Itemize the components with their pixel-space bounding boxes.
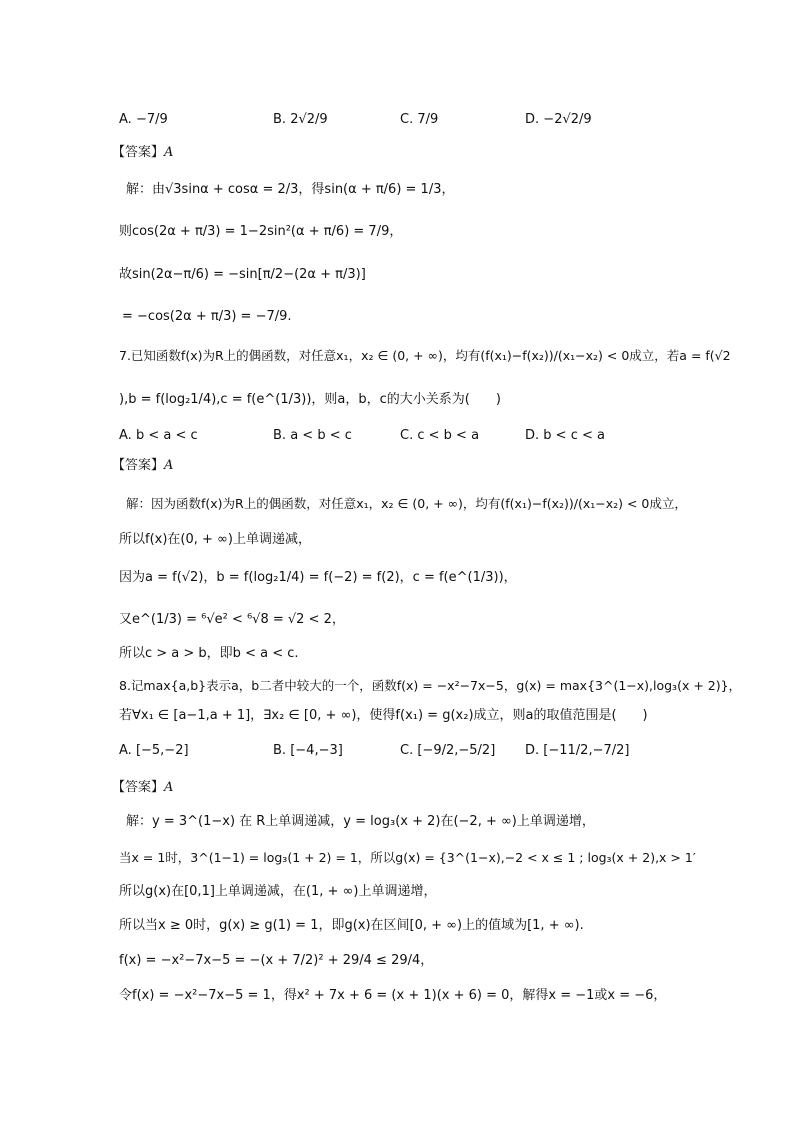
- q6-option-b: B. 2√2/9: [273, 112, 328, 127]
- q8-answer: 【答案】A: [112, 780, 174, 795]
- q8-stem-line-1: 8.记max{a,b}表示a，b二者中较大的一个，函数f(x) = −x²−7x−5，g(x) = max{3^(1−x),log₃(x + 2)}，: [119, 678, 742, 693]
- q6-solution-line-1: 解：由√3sinα + cosα = 2/3，得sin(α + π/6) = 1/3，: [126, 182, 455, 197]
- q8-solution-line-2: 当x = 1时，3^(1−1) = log₃(1 + 2) = 1，所以g(x) = {3^(1−x),−2 < x ≤ 1 ; log₃(x + 2),x > 1′: [119, 850, 696, 865]
- q7-option-b: B. a < b < c: [273, 428, 352, 443]
- q6-option-a: A. −7/9: [119, 112, 168, 127]
- q8-option-c: C. [−9/2,−5/2]: [400, 743, 496, 758]
- q6-solution-line-4: = −cos(2α + π/3) = −7/9.: [122, 309, 292, 324]
- q8-solution-line-3: 所以g(x)在[0,1]上单调递减，在(1, + ∞)上单调递增，: [119, 884, 437, 899]
- q7-solution-line-5: 所以c > a > b，即b < a < c.: [119, 646, 299, 661]
- q7-solution-line-1: 解：因为函数f(x)为R上的偶函数，对任意x₁，x₂ ∈ (0, + ∞)，均有(f(x₁)−f(x₂))/(x₁−x₂) < 0成立，: [126, 496, 687, 511]
- q7-option-d: D. b < c < a: [525, 428, 605, 443]
- q8-solution-line-6: 令f(x) = −x²−7x−5 = 1，得x² + 7x + 6 = (x + 1)(x + 6) = 0，解得x = −1或x = −6，: [119, 988, 667, 1003]
- q7-stem-line-2: ),b = f(log₂1/4),c = f(e^(1/3))，则a，b，c的大小关系为( ): [119, 392, 501, 407]
- q6-option-d: D. −2√2/9: [525, 112, 592, 127]
- q6-solution-line-2: 则cos(2α + π/3) = 1−2sin²(α + π/6) = 7/9，: [119, 224, 403, 239]
- q8-option-b: B. [−4,−3]: [273, 743, 343, 758]
- q8-solution-line-1: 解：y = 3^(1−x) 在 R上单调递减，y = log₃(x + 2)在(−2, + ∞)上单调递增，: [126, 814, 595, 829]
- q8-stem-line-2: 若∀x₁ ∈ [a−1,a + 1]，∃x₂ ∈ [0, + ∞)，使得f(x₁) = g(x₂)成立，则a的取值范围是( ): [119, 708, 648, 723]
- q8-option-a: A. [−5,−2]: [119, 743, 189, 758]
- q8-solution-line-4: 所以当x ≥ 0时，g(x) ≥ g(1) = 1，即g(x)在区间[0, + ∞)上的值域为[1, + ∞).: [119, 918, 584, 933]
- q6-answer: 【答案】A: [112, 145, 174, 160]
- q6-option-c: C. 7/9: [400, 112, 439, 127]
- q8-option-d: D. [−11/2,−7/2]: [525, 743, 630, 758]
- q7-solution-line-2: 所以f(x)在(0, + ∞)上单调递减，: [119, 532, 311, 547]
- q7-answer: 【答案】A: [112, 458, 174, 473]
- q7-solution-line-4: 又e^(1/3) = ⁶√e² < ⁶√8 = √2 < 2，: [119, 612, 345, 627]
- q6-solution-line-3: 故sin(2α−π/6) = −sin[π/2−(2α + π/3)]: [119, 267, 366, 282]
- q7-option-c: C. c < b < a: [400, 428, 480, 443]
- q7-solution-line-3: 因为a = f(√2)，b = f(log₂1/4) = f(−2) = f(2)，c = f(e^(1/3))，: [119, 570, 517, 585]
- q7-stem-line-1: 7.已知函数f(x)为R上的偶函数，对任意x₁，x₂ ∈ (0, + ∞)，均有(f(x₁)−f(x₂))/(x₁−x₂) < 0成立，若a = f(√2: [119, 348, 731, 363]
- q7-option-a: A. b < a < c: [119, 428, 198, 443]
- q8-solution-line-5: f(x) = −x²−7x−5 = −(x + 7/2)² + 29/4 ≤ 29/4，: [119, 953, 434, 968]
